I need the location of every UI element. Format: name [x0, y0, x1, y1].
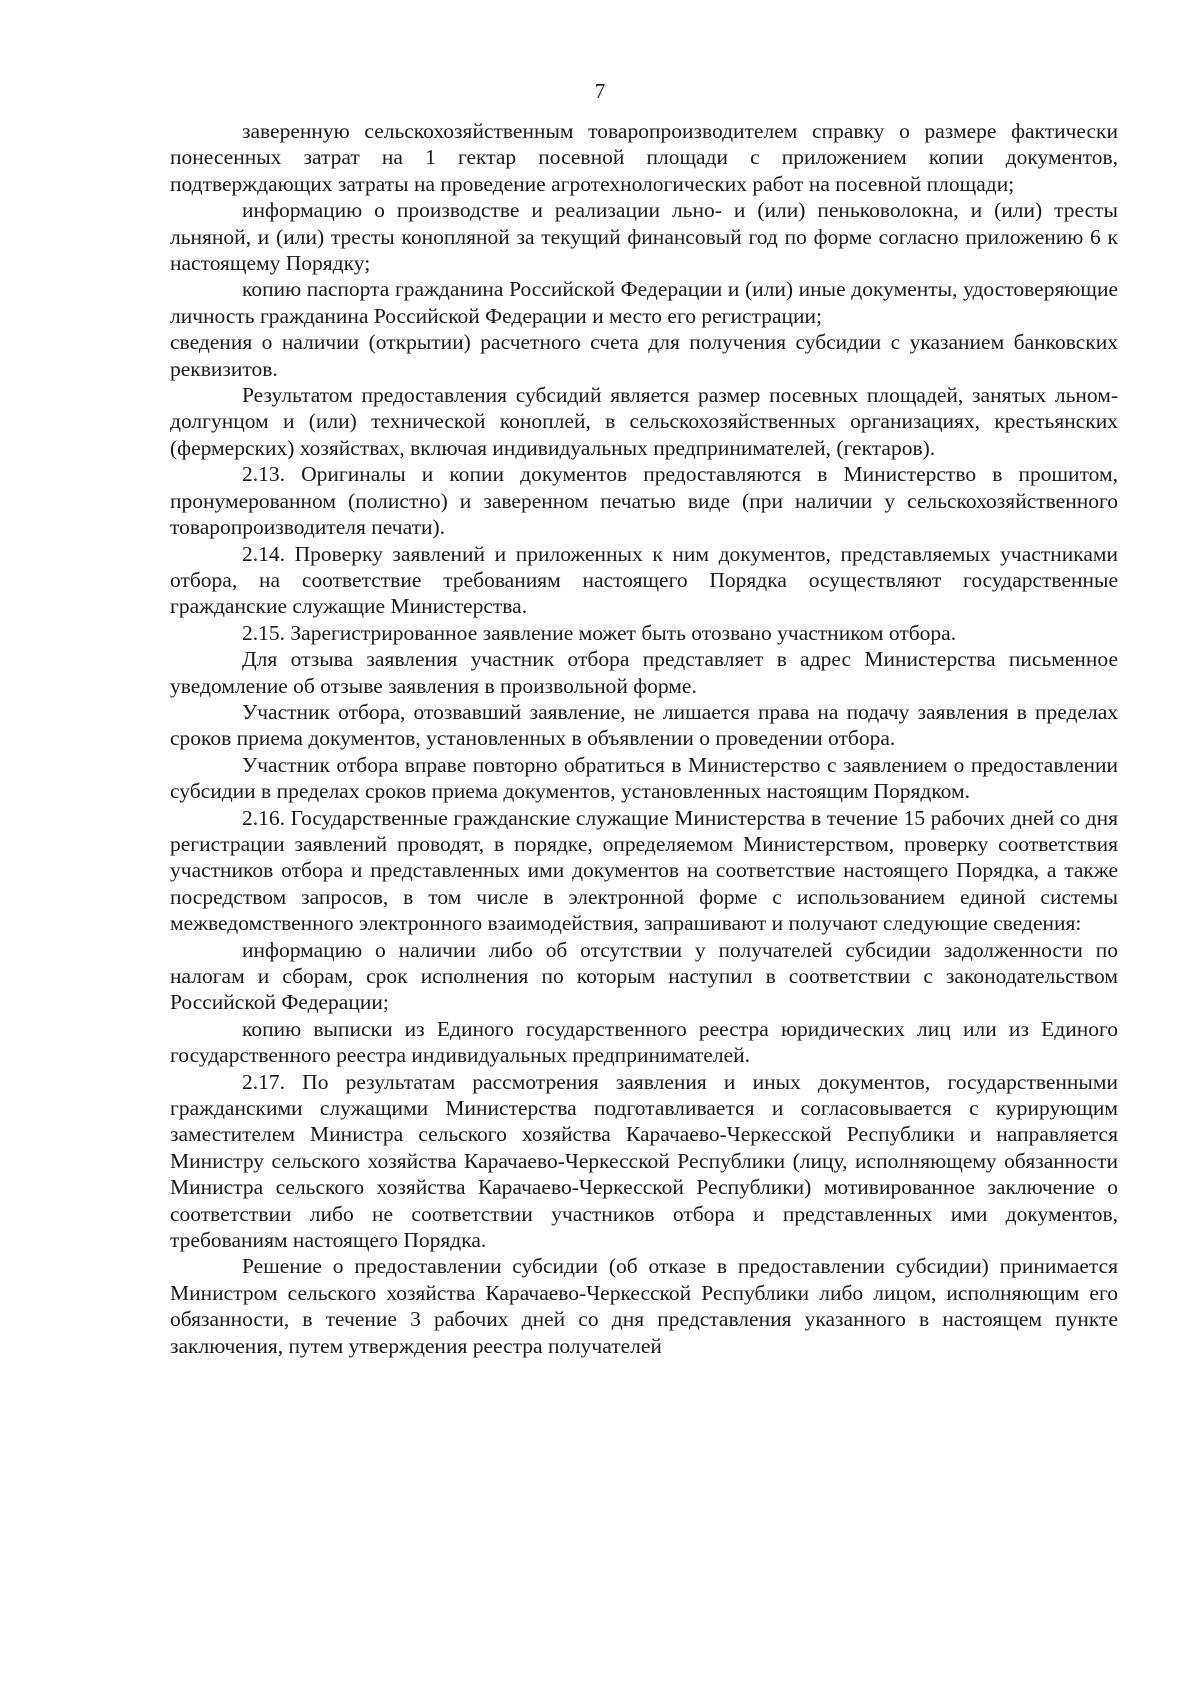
paragraph: Решение о предоставлении субсидии (об отказе в предоставлении субсидии) принимается Министром сельского хозяйства Карачаево-Черкесской Республики либо лицом, исполняющим его обязанности, в течение 3 рабочих дней со дня представления указанного в настоящем пункте заключения, путем утверждения реестра получателей: [170, 1254, 1118, 1358]
paragraph: 2.13. Оригиналы и копии документов предоставляются в Министерство в прошитом, пронумерованном (полистно) и заверенном печатью виде (при наличии у сельскохозяйственного товаропроизводителя печати).: [170, 462, 1118, 540]
paragraph: сведения о наличии (открытии) расчетного счета для получения субсидии с указанием банковских реквизитов.: [170, 330, 1118, 381]
paragraph: 2.16. Государственные гражданские служащие Министерства в течение 15 рабочих дней со дня регистрации заявлений проводят, в порядке, определяемом Министерством, проверку соответствия участников отбора и представленных ими документов на соответствие настоящего Порядка, а также посредством запросов, в том числе в электронной форме с использованием единой системы межведомственного электронного взаимодействия, запрашивают и получают следующие сведения:: [170, 805, 1118, 936]
paragraph: 2.15. Зарегистрированное заявление может быть отозвано участником отбора.: [242, 620, 957, 645]
paragraph: Участник отбора, отозвавший заявление, не лишается права на подачу заявления в пределах сроков приема документов, установленных в объявлении о проведении отбора.: [170, 699, 1118, 751]
page-number: 7: [594, 79, 606, 103]
paragraph: информацию о наличии либо об отсутствии у получателей субсидии задолженности по налогам и сборам, срок исполнения по которым наступил в соответствии с законодательством Российской Федерации;: [170, 937, 1118, 1015]
document-body: [170, 118, 1118, 1359]
paragraph: заверенную сельскохозяйственным товаропроизводителем справку о размере фактически понесенных затрат на 1 гектар посевной площади с приложением копии документов, подтверждающих затраты на проведение агротехнологических работ на посевной площади;: [170, 119, 1118, 196]
paragraph: Результатом предоставления субсидий является размер посевных площадей, занятых льном-долгунцом и (или) технической коноплей, в сельскохозяйственных организациях, крестьянских (фермерских) хозяйствах, включая индивидуальных предпринимателей, (гектаров).: [170, 383, 1118, 460]
paragraph: копию паспорта гражданина Российской Федерации и (или) иные документы, удостоверяющие личность гражданина Российской Федерации и место его регистрации;: [170, 277, 1118, 328]
paragraph: 2.14. Проверку заявлений и приложенных к ним документов, представляемых участниками отбора, на соответствие требованиям настоящего Порядка осуществляют государственные гражданские служащие Министерства.: [170, 541, 1118, 619]
paragraph: Для отзыва заявления участник отбора представляет в адрес Министерства письменное уведомление об отзыве заявления в произвольной форме.: [170, 647, 1118, 698]
paragraph: Участник отбора вправе повторно обратиться в Министерство с заявлением о предоставлении субсидии в пределах сроков приема документов, установленных настоящим Порядком.: [170, 752, 1118, 804]
paragraph: копию выписки из Единого государственного реестра юридических лиц или из Единого государственного реестра индивидуальных предпринимателей.: [170, 1016, 1118, 1068]
paragraph: информацию о производстве и реализации льно- и (или) пеньковолокна, и (или) тресты льняной, и (или) тресты конопляной за текущий финансовый год по форме согласно приложению 6 к настоящему Порядку;: [170, 198, 1118, 276]
paragraph: 2.17. По результатам рассмотрения заявления и иных документов, государственными гражданскими служащими Министерства подготавливается и согласовывается с курирующим заместителем Министра сельского хозяйства Карачаево-Черкесской Республики и направляется Министру сельского хозяйства Карачаево-Черкесской Республики (лицу, исполняющему обязанности Министра сельского хозяйства Карачаево-Черкесской Республики) мотивированное заключение о соответствии либо не соответствии участников отбора и представленных ими документов, требованиям настоящего Порядка.: [170, 1069, 1118, 1253]
